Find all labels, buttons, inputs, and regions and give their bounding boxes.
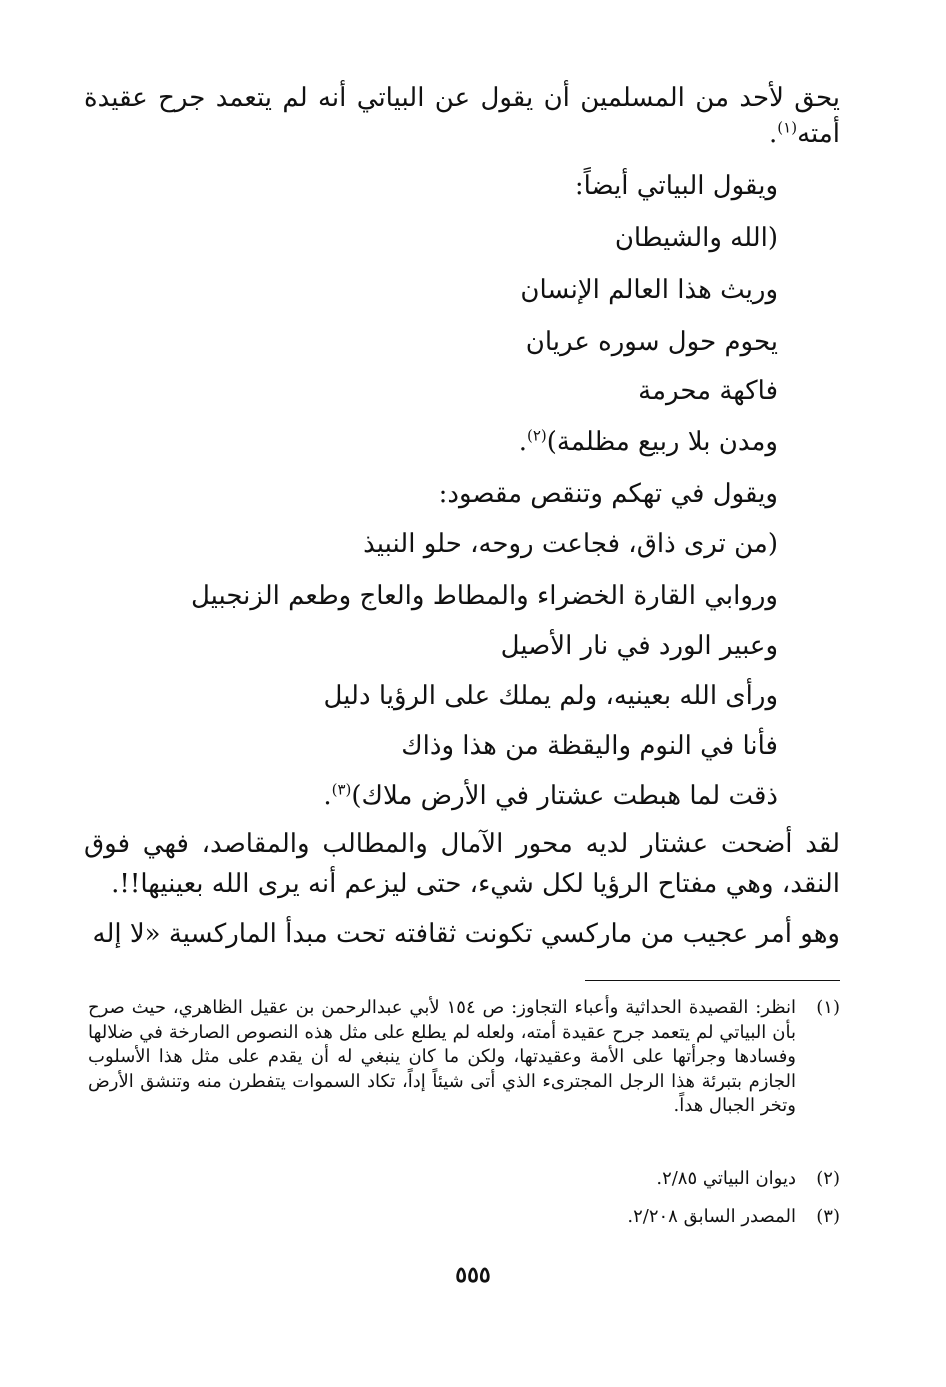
footnote-3 (88, 1204, 840, 1230)
verse-line: (الله والشيطان (614, 223, 778, 253)
footnote-number: (٢) (816, 1168, 840, 1189)
verse-text: ذقت لما هبطت عشتار في الأرض ملاك) (351, 781, 778, 811)
footnote-separator (585, 980, 840, 981)
text-line: ويقول في تهكم وتنقص مقصود: (438, 479, 778, 509)
line-end: . (518, 427, 527, 457)
footnote-text: ديوان البياتي ٢/٨٥. (656, 1168, 796, 1189)
text-line: النقد، وهي مفتاح الرؤيا لكل شيء، حتى ليزعم أنه يرى الله بعينيها!!. (111, 869, 840, 899)
footnote-ref: (٣) (331, 780, 352, 799)
verse-line: وعبير الورد في نار الأصيل (500, 631, 778, 661)
verse-line: يحوم حول سوره عريان (525, 327, 778, 357)
footnote-ref: (١) (777, 118, 798, 137)
verse-text: ومدن بلا ربيع مظلمة) (546, 427, 778, 457)
verse-line (323, 776, 778, 816)
verse-line: فأنا في النوم واليقظة من هذا وذاك (401, 731, 778, 761)
line-end: . (769, 119, 778, 149)
footnote-ref: (٢) (526, 426, 547, 445)
text-line: ويقول البياتي أيضاً: (574, 171, 778, 201)
text-line: لقد أضحت عشتار لديه محور الآمال والمطالب والمقاصد، فهي فوق (84, 829, 840, 859)
footnote-number: (٣) (816, 1206, 840, 1227)
text-line: وهو أمر عجيب من ماركسي تكونت ثقافته تحت مبدأ الماركسية «لا إله (92, 919, 840, 949)
verse-line: فاكهة محرمة (638, 376, 778, 406)
footnote-text: المصدر السابق ٢/٢٠٨. (627, 1206, 796, 1227)
verse-line (519, 422, 778, 462)
text-line (769, 114, 840, 154)
line-end: . (323, 781, 332, 811)
footnote-text: انظر: القصيدة الحداثية وأعباء التجاوز: ص ١٥٤ لأبي عبدالرحمن بن عقيل الظاهري، حيث صرح بأن البياتي لم يتعمد جرح عقيدة أمته، ولعله لم يطلع على مثل هذه النصوص الصارخة في ضلالها وفسادها وجرأتها على الأمة وعقيدتها، ولكن ما كان ينبغي له أن يقدم على مثل هذا الأسلوب الجازم بتبرئة هذا الرجل المجترىء الذي أتى شيئاً إداً، تكاد السموات يتفطرن منه وتنشق الأرض وتخر الجبال هداً. (88, 997, 796, 1116)
verse-line: ورأى الله بعينيه، ولم يملك على الرؤيا دليل (323, 681, 778, 711)
verse-line: وروابي القارة الخضراء والمطاط والعاج وطعم الزنجبيل (190, 581, 778, 611)
line-text: أمته (797, 119, 840, 149)
footnote-2 (88, 1166, 840, 1192)
verse-line: (من ترى ذاق، فجاعت روحه، حلو النبيذ (363, 529, 778, 559)
footnote-1 (88, 996, 840, 1119)
page-number: ٥٥٥ (455, 1262, 491, 1288)
footnote-number: (١) (816, 997, 840, 1018)
text-line: يحق لأحد من المسلمين أن يقول عن البياتي أنه لم يتعمد جرح عقيدة (84, 83, 840, 113)
verse-line: وريث هذا العالم الإنسان (520, 275, 778, 305)
